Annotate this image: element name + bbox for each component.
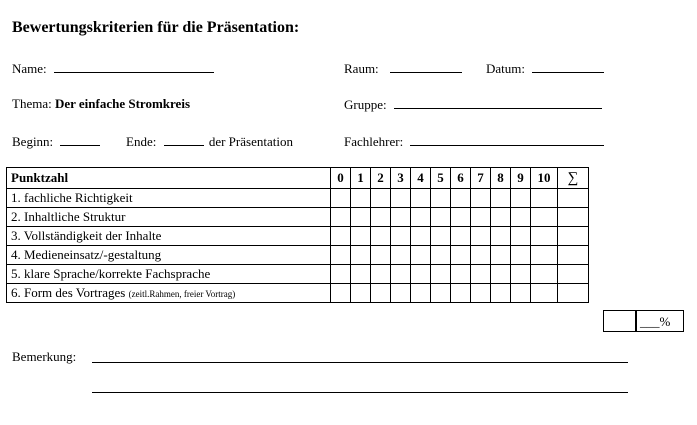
score-cell[interactable] (331, 227, 351, 246)
score-cell[interactable] (371, 189, 391, 208)
score-cell[interactable] (351, 189, 371, 208)
punktzahl-header: Punktzahl (7, 168, 331, 189)
score-cell[interactable] (331, 208, 351, 227)
score-header: 6 (451, 168, 471, 189)
score-cell[interactable] (351, 265, 371, 284)
criterion-label: 1. fachliche Richtigkeit (7, 189, 331, 208)
score-cell[interactable] (351, 208, 371, 227)
sum-icon: ∑ (558, 168, 589, 189)
total-sum-box[interactable] (603, 310, 637, 332)
gruppe-label: Gruppe: (344, 97, 387, 112)
criterion-label: 5. klare Sprache/korrekte Fachsprache (7, 265, 331, 284)
score-cell[interactable] (491, 246, 511, 265)
score-header: 9 (511, 168, 531, 189)
sum-cell[interactable] (558, 246, 589, 265)
remarks-label: Bemerkung: (12, 349, 77, 364)
score-cell[interactable] (391, 284, 411, 303)
score-cell[interactable] (471, 208, 491, 227)
table-row (7, 265, 589, 284)
table-row (7, 284, 589, 303)
score-cell[interactable] (411, 208, 431, 227)
fachlehrer-label: Fachlehrer: (344, 134, 404, 149)
raum-line[interactable] (390, 60, 462, 73)
score-cell[interactable] (451, 189, 471, 208)
score-header: 10 (531, 168, 558, 189)
score-cell[interactable] (411, 246, 431, 265)
score-cell[interactable] (531, 284, 558, 303)
datum-line[interactable] (532, 60, 604, 73)
score-cell[interactable] (371, 208, 391, 227)
score-cell[interactable] (351, 284, 371, 303)
score-cell[interactable] (391, 246, 411, 265)
score-cell[interactable] (411, 189, 431, 208)
table-row (7, 208, 589, 227)
score-cell[interactable] (371, 246, 391, 265)
table-header-row (7, 168, 589, 189)
sum-cell[interactable] (558, 284, 589, 303)
score-cell[interactable] (491, 189, 511, 208)
score-cell[interactable] (331, 189, 351, 208)
ende-line[interactable] (164, 133, 204, 146)
gruppe-line[interactable] (394, 96, 602, 109)
score-cell[interactable] (411, 227, 431, 246)
fachlehrer-field (344, 133, 604, 150)
score-cell[interactable] (431, 227, 451, 246)
score-cell[interactable] (431, 189, 451, 208)
score-cell[interactable] (511, 227, 531, 246)
ende-label: Ende: (126, 134, 157, 149)
remarks-line-1[interactable] (92, 362, 628, 363)
score-cell[interactable] (431, 208, 451, 227)
table-row (7, 189, 589, 208)
score-cell[interactable] (451, 246, 471, 265)
score-cell[interactable] (471, 246, 491, 265)
score-cell[interactable] (511, 265, 531, 284)
score-cell[interactable] (331, 265, 351, 284)
fachlehrer-line[interactable] (410, 133, 604, 146)
datum-label: Datum: (486, 61, 525, 76)
thema-value: Der einfache Stromkreis (54, 96, 191, 111)
criterion-text: 6. Form des Vortrages (11, 285, 129, 300)
score-cell[interactable] (331, 284, 351, 303)
form-title: Bewertungskriterien für die Präsentation: (12, 19, 300, 36)
criterion-label: 4. Medieneinsatz/-gestaltung (7, 246, 331, 265)
score-cell[interactable] (531, 189, 558, 208)
score-cell[interactable] (491, 227, 511, 246)
score-cell[interactable] (431, 246, 451, 265)
score-cell[interactable] (471, 284, 491, 303)
name-line[interactable] (54, 60, 214, 73)
score-cell[interactable] (391, 208, 411, 227)
score-cell[interactable] (471, 265, 491, 284)
beginn-label: Beginn: (12, 134, 54, 149)
score-cell[interactable] (531, 208, 558, 227)
score-table (6, 167, 589, 303)
score-cell[interactable] (451, 227, 471, 246)
score-cell[interactable] (491, 265, 511, 284)
criterion-label: 2. Inhaltliche Struktur (7, 208, 331, 227)
score-cell[interactable] (411, 265, 431, 284)
criterion-note: (zeitl.Rahmen, freier Vortrag) (128, 289, 236, 299)
score-header: 4 (411, 168, 431, 189)
score-cell[interactable] (371, 265, 391, 284)
score-cell[interactable] (431, 265, 451, 284)
raum-field (344, 60, 462, 77)
thema-label: Thema: (12, 96, 52, 111)
score-header: 0 (331, 168, 351, 189)
score-cell[interactable] (391, 227, 411, 246)
ende-field (126, 133, 293, 150)
raum-label: Raum: (344, 61, 379, 76)
score-cell[interactable] (451, 208, 471, 227)
score-header: 2 (371, 168, 391, 189)
table-row (7, 227, 589, 246)
score-cell[interactable] (451, 265, 471, 284)
score-cell[interactable] (351, 246, 371, 265)
score-cell[interactable] (511, 189, 531, 208)
thema-field (12, 96, 190, 112)
score-cell[interactable] (531, 246, 558, 265)
score-cell[interactable] (331, 246, 351, 265)
criterion-label: 3. Vollständigkeit der Inhalte (7, 227, 331, 246)
score-header: 8 (491, 168, 511, 189)
score-cell[interactable] (471, 189, 491, 208)
datum-field (486, 60, 604, 77)
sum-cell[interactable] (558, 227, 589, 246)
score-cell[interactable] (451, 284, 471, 303)
beginn-field (12, 133, 100, 150)
score-cell[interactable] (531, 265, 558, 284)
percent-label: ___% (640, 314, 671, 329)
score-header: 7 (471, 168, 491, 189)
score-cell[interactable] (431, 284, 451, 303)
score-cell[interactable] (471, 227, 491, 246)
beginn-line[interactable] (60, 133, 100, 146)
score-cell[interactable] (391, 189, 411, 208)
score-header: 3 (391, 168, 411, 189)
name-field (12, 60, 214, 77)
score-header: 1 (351, 168, 371, 189)
score-cell[interactable] (371, 227, 391, 246)
score-cell[interactable] (511, 284, 531, 303)
score-cell[interactable] (531, 227, 558, 246)
sum-cell[interactable] (558, 189, 589, 208)
score-header: 5 (431, 168, 451, 189)
sum-cell[interactable] (558, 208, 589, 227)
table-row (7, 246, 589, 265)
score-cell[interactable] (511, 246, 531, 265)
score-cell[interactable] (391, 265, 411, 284)
praesentation-suffix: der Präsentation (208, 134, 293, 149)
remarks-line-2[interactable] (92, 392, 628, 393)
score-cell[interactable] (491, 208, 511, 227)
score-cell[interactable] (491, 284, 511, 303)
score-cell[interactable] (411, 284, 431, 303)
criterion-label (7, 284, 331, 303)
sum-cell[interactable] (558, 265, 589, 284)
score-cell[interactable] (371, 284, 391, 303)
gruppe-field (344, 96, 602, 113)
name-label: Name: (12, 61, 47, 76)
score-cell[interactable] (351, 227, 371, 246)
score-cell[interactable] (511, 208, 531, 227)
